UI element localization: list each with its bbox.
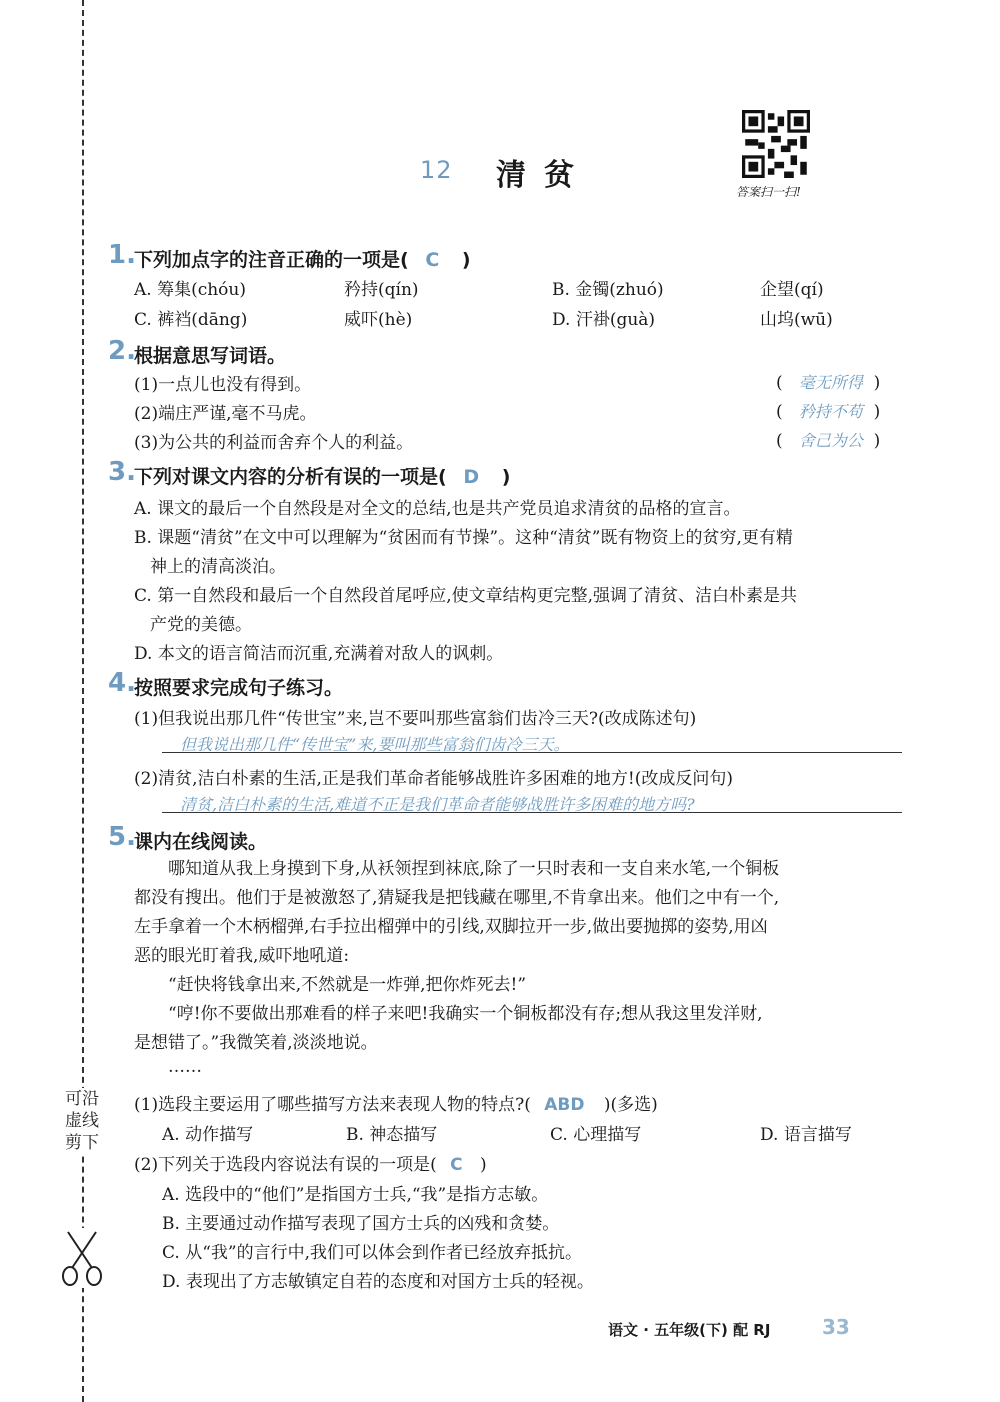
q5-sub1-answer: ABD [544,1095,585,1115]
q2-answer: 舍己为公 [798,431,863,450]
q1-option: A. 筹集(chóu) [134,280,247,300]
passage-line: 恶的眼光盯着我,威吓地吼道: [134,946,350,966]
q3-option-line: D. 本文的语言简洁而沉重,充满着对敌人的讽刺。 [134,644,504,664]
passage-line: 哪知道从我上身摸到下身,从袄领捏到袜底,除了一只时表和一支自来水笔,一个铜板 [168,859,780,879]
q5-sub2-option: C. 从“我”的言行中,我们可以体会到作者已经放弃抵抗。 [162,1243,582,1263]
q3-option-line: B. 课题“清贫”在文中可以理解为“贫困而有节操”。这种“清贫”既有物资上的贫穷,更有精 [134,528,793,548]
q4-answer-line [162,792,902,813]
q5-sub2-option: A. 选段中的“他们”是指国方士兵,“我”是指方志敏。 [162,1185,549,1205]
q4-answer: 清贫,洁白朴素的生活,难道不正是我们革命者能够战胜许多困难的地方吗? [180,795,695,814]
q4-answer: 但我说出那几件“传世宝”来,要叫那些富翁们齿冷三天。 [180,735,570,754]
q3-title-close: ) [501,466,511,488]
q4-answer-line [162,732,902,753]
q4-item: (2)清贫,洁白朴素的生活,正是我们革命者能够战胜许多困难的地方!(改成反问句) [134,769,733,789]
q5-sub1-text: (1)选段主要运用了哪些描写方法来表现人物的特点?( [134,1095,531,1115]
q1-option: B. 金镯(zhuó) [552,280,664,300]
q4-item: (1)但我说出那几件“传世宝”来,岂不要叫那些富翁们齿冷三天?(改成陈述句) [134,709,697,729]
q5-sub2-text: (2)下列关于选段内容说法有误的一项是( [134,1155,437,1175]
cut-line [82,0,84,1402]
q3-option-line: 产党的美德。 [150,615,252,635]
passage-line: “赶快将钱拿出来,不然就是一炸弹,把你炸死去!” [168,975,527,995]
q2-title: 根据意思写词语。 [134,345,287,367]
q5-sub1-option: C. 心理描写 [550,1125,642,1145]
q5-sub1-option: D. 语言描写 [760,1125,852,1145]
q5-sub1-option: B. 神态描写 [346,1125,438,1145]
q5-sub2-option: B. 主要通过动作描写表现了国方士兵的凶残和贪婪。 [162,1214,560,1234]
q3-answer: D [463,466,480,488]
q4-number: 4. [108,668,136,698]
q3-number: 3. [108,457,136,487]
lesson-name: 清贫 [496,158,592,193]
q1-title-close: ) [461,249,471,271]
q5-sub1 [134,1090,658,1115]
passage-line: 左手拿着一个木柄榴弹,右手拉出榴弹中的引线,双脚拉开一步,做出要抛掷的姿势,用凶 [134,917,768,937]
q5-sub1-close: )(多选) [603,1095,658,1115]
q2-answer: 毫无所得 [798,373,863,392]
q2-item: (2)端庄严谨,毫不马虎。 [134,404,317,424]
scissors-icon [58,1228,106,1288]
q3-option-line: C. 第一自然段和最后一个自然段首尾呼应,使文章结构更完整,强调了清贫、洁白朴素是共 [134,586,798,606]
q4-title: 按照要求完成句子练习。 [134,677,344,699]
cut-instruction: 可沿虚线剪下 [62,1088,102,1154]
q2-answer: 矜持不苟 [798,402,863,421]
passage-line: …… [168,1057,202,1077]
q5-sub2 [134,1150,487,1175]
passage-line: “哼!你不要做出那难看的样子来吧!我确实一个铜板都没有存;想从我这里发洋财, [168,1004,763,1024]
q3-option-line: A. 课文的最后一个自然段是对全文的总结,也是共产党员追求清贫的品格的宣言。 [134,499,741,519]
q1-option: 山坞(wū) [760,310,833,330]
lesson-number: 12 [420,156,453,184]
qr-caption: 答案扫一扫! [736,185,801,199]
q5-sub2-option: D. 表现出了方志敏镇定自若的态度和对国方士兵的轻视。 [162,1272,594,1292]
q5-sub1-option: A. 动作描写 [162,1125,254,1145]
q2-answer-bracket: ( 舍己为公 ) [776,431,881,451]
q2-number: 2. [108,336,136,366]
q1-number: 1. [108,240,136,270]
q2-item: (1)一点儿也没有得到。 [134,375,312,395]
q1-title [134,245,471,272]
q1-option: 企望(qí) [760,280,824,300]
q5-title: 课内在线阅读。 [134,831,268,853]
passage-line: 是想错了。”我微笑着,淡淡地说。 [134,1033,378,1053]
q1-option: C. 裤裆(dāng) [134,310,248,330]
q1-title-text: 下列加点字的注音正确的一项是( [134,249,409,271]
passage-line: 都没有搜出。他们于是被激怒了,猜疑我是把钱藏在哪里,不肯拿出来。他们之中有一个, [134,888,780,908]
q5-number: 5. [108,822,136,852]
q5-sub2-close: ) [480,1155,487,1175]
q2-answer-bracket: ( 毫无所得 ) [776,373,881,393]
q1-option: 矜持(qín) [344,280,419,300]
page-number: 33 [822,1315,850,1339]
footer-course: 语文 · 五年级(下) 配 RJ [608,1321,771,1339]
q5-sub2-answer: C [450,1155,463,1175]
q2-item: (3)为公共的利益而舍弃个人的利益。 [134,433,414,453]
q3-option-line: 神上的清高淡泊。 [150,557,286,577]
q1-answer: C [425,249,440,271]
q2-answer-bracket: ( 矜持不苟 ) [776,402,881,422]
q1-option: D. 汗褂(guà) [552,310,656,330]
qr-code-icon[interactable] [742,110,810,178]
q1-option: 威吓(hè) [344,310,413,330]
q3-title [134,462,510,489]
q3-title-text: 下列对课文内容的分析有误的一项是( [134,466,447,488]
